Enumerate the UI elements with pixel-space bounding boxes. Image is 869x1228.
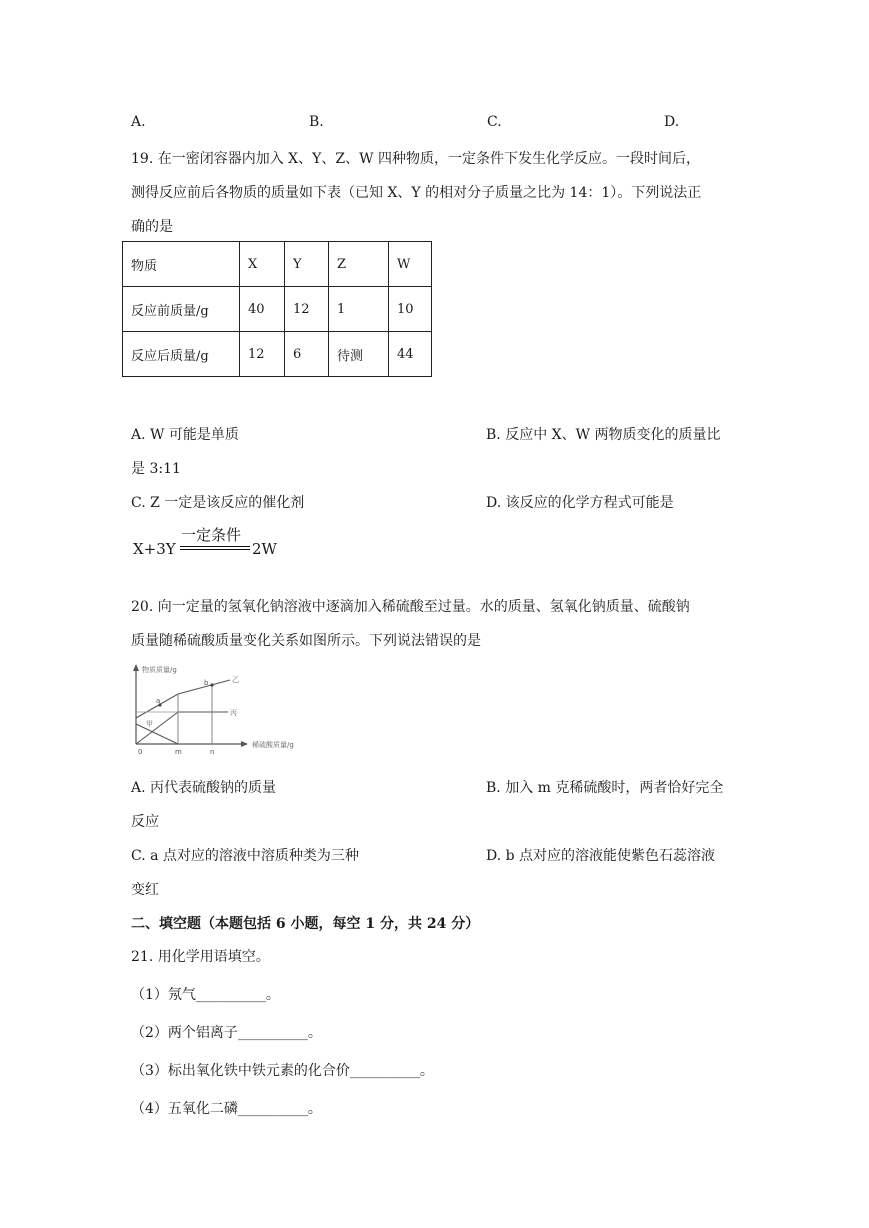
q20-stem-line1: 20. 向一定量的氢氧化钠溶液中逐滴加入稀硫酸至过量。水的质量、氢氧化钠质量、硫酸钠 xyxy=(131,599,690,615)
q20-stem-line2: 质量随稀硫酸质量变化关系如图所示。下列说法错误的是 xyxy=(131,633,481,649)
table-cell: 44 xyxy=(389,332,432,377)
q18-options xyxy=(131,114,691,134)
q18-option-a: A. xyxy=(131,114,146,130)
equation-condition: 一定条件 xyxy=(181,526,242,544)
table-cell: 物质 xyxy=(123,242,240,287)
q20-option-c: C. a 点对应的溶液中溶质种类为三种 xyxy=(131,848,359,864)
table-cell: 40 xyxy=(240,287,285,332)
q21-item-2: （2）两个铝离子__________。 xyxy=(131,1025,322,1041)
q20-option-b-cont: 反应 xyxy=(131,814,159,830)
table-row xyxy=(123,287,432,332)
label-jia: 甲 xyxy=(146,720,153,728)
q19-stem-line2: 测得反应前后各物质的质量如下表（已知 X、Y 的相对分子质量之比为 14：1）。下列说法正 xyxy=(131,185,702,201)
table-cell: 6 xyxy=(285,332,329,377)
q20-option-b: B. 加入 m 克稀硫酸时，两者恰好完全 xyxy=(486,780,724,796)
chemical-equation xyxy=(133,524,293,564)
table-cell: X xyxy=(240,242,285,287)
equation-bar xyxy=(180,546,250,547)
curve-bing xyxy=(136,712,228,744)
table-cell: 12 xyxy=(285,287,329,332)
label-yi: 乙 xyxy=(232,676,239,684)
table-row xyxy=(123,332,432,377)
origin-label: 0 xyxy=(138,748,143,756)
q20-option-a: A. 丙代表硫酸钠的质量 xyxy=(131,780,277,796)
table-cell: 反应前质量/g xyxy=(123,287,240,332)
q18-option-b: B. xyxy=(309,114,324,130)
table-cell: 待测 xyxy=(329,332,389,377)
q18-option-d: D. xyxy=(664,114,680,130)
q19-option-b: B. 反应中 X、W 两物质变化的质量比 xyxy=(486,427,721,443)
table-cell: 1 xyxy=(329,287,389,332)
q19-option-a: A. W 可能是单质 xyxy=(131,427,239,443)
q19-stem-line3: 确的是 xyxy=(131,219,173,235)
equation-reactants: X+3Y xyxy=(133,540,176,558)
label-a: a xyxy=(156,697,161,705)
q19-option-d: D. 该反应的化学方程式可能是 xyxy=(486,495,674,511)
q19-mass-table xyxy=(122,241,432,377)
point-b xyxy=(210,683,213,686)
table-cell: W xyxy=(389,242,432,287)
q20-option-d: D. b 点对应的溶液能使紫色石蕊溶液 xyxy=(486,848,716,864)
q19-option-b-cont: 是 3:11 xyxy=(131,461,181,477)
section-heading: 二、填空题（本题包括 6 小题，每空 1 分，共 24 分） xyxy=(131,916,480,932)
equation-bar xyxy=(180,549,250,550)
q19-stem-line1: 19. 在一密闭容器内加入 X、Y、Z、W 四种物质，一定条件下发生化学反应。一段时间后， xyxy=(131,151,700,167)
q19-option-c: C. Z 一定是该反应的催化剂 xyxy=(131,495,305,511)
table-cell: 反应后质量/g xyxy=(123,332,240,377)
x-axis-label: 稀硫酸质量/g xyxy=(252,741,294,749)
y-axis-arrow xyxy=(133,664,139,671)
table-cell: 12 xyxy=(240,332,285,377)
q18-option-c: C. xyxy=(487,114,502,130)
q21-item-4: （4）五氧化二磷__________。 xyxy=(131,1101,322,1117)
q21-title: 21. 用化学用语填空。 xyxy=(131,949,270,965)
label-b: b xyxy=(204,679,209,687)
tick-n: n xyxy=(210,748,215,756)
q20-option-d-cont: 变红 xyxy=(131,882,159,898)
curve-jia xyxy=(136,724,178,744)
y-axis-label: 物质质量/g xyxy=(142,666,177,674)
table-cell: Y xyxy=(285,242,329,287)
table-cell: Z xyxy=(329,242,389,287)
x-axis-arrow xyxy=(241,741,248,747)
q21-item-1: （1）氖气__________。 xyxy=(131,987,280,1003)
q20-graph xyxy=(124,660,324,760)
tick-m: m xyxy=(175,748,182,756)
table-row xyxy=(123,242,432,287)
equation-products: 2W xyxy=(252,540,277,558)
label-bing: 丙 xyxy=(230,709,237,717)
table-cell: 10 xyxy=(389,287,432,332)
q21-item-3: （3）标出氧化铁中铁元素的化合价__________。 xyxy=(131,1063,434,1079)
